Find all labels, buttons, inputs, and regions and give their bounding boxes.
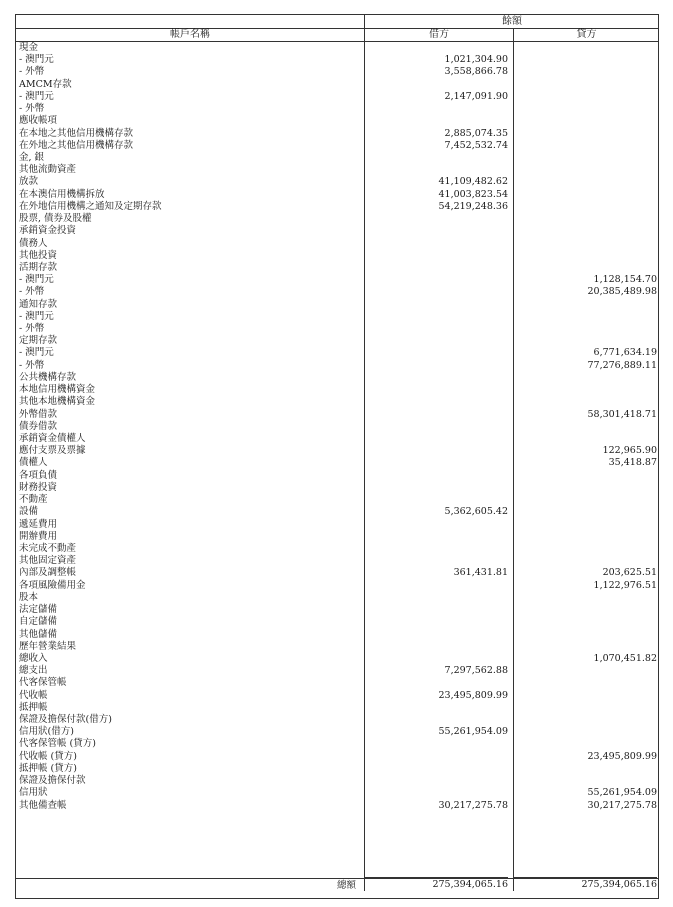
table-row	[16, 396, 658, 408]
account-name: 應收帳項	[19, 115, 58, 127]
credit-value: 35,418.87	[608, 457, 657, 469]
ledger-rows	[16, 42, 658, 812]
account-name: 現金	[19, 42, 39, 53]
debit-value: 7,452,532.74	[444, 139, 508, 151]
account-name: - 外幣	[19, 286, 45, 298]
account-name: 法定儲備	[19, 604, 58, 616]
table-row	[16, 738, 658, 750]
account-name: 定期存款	[19, 335, 58, 347]
account-name: 代收帳	[19, 689, 48, 701]
account-name: 各項負債	[19, 469, 58, 481]
account-name: AMCM存款	[19, 78, 72, 90]
debit-value: 55,261,954.09	[438, 726, 508, 738]
account-name: 承銷資金債權人	[19, 433, 86, 444]
table-row	[16, 164, 658, 176]
account-name: - 外幣	[19, 103, 45, 115]
account-name: 應付支票及票據	[19, 445, 86, 457]
debit-value: 3,558,866.78	[444, 66, 508, 78]
table-row	[16, 335, 658, 347]
table-row	[16, 262, 658, 274]
account-name: 外幣借款	[19, 408, 58, 420]
table-row	[16, 775, 658, 787]
account-name: 股本	[19, 591, 39, 603]
table-row	[16, 506, 658, 518]
account-name: 在本地之其他信用機構存款	[19, 127, 134, 139]
account-name: - 外幣	[19, 66, 45, 78]
account-name: 承銷資金投資	[19, 225, 77, 237]
table-row	[16, 629, 658, 641]
table-row	[16, 66, 658, 78]
table-row	[16, 238, 658, 250]
page-title-cropped	[250, 0, 430, 3]
table-row	[16, 470, 658, 482]
table-row	[16, 213, 658, 225]
table-row	[16, 702, 658, 714]
table-row	[16, 616, 658, 628]
account-name: 債權人	[19, 457, 48, 469]
table-row	[16, 128, 658, 140]
account-name: 未完成不動產	[19, 542, 77, 554]
table-row	[16, 360, 658, 372]
account-name: 各項風險備用金	[19, 579, 86, 591]
table-row	[16, 555, 658, 567]
table-row	[16, 347, 658, 359]
table-row	[16, 445, 658, 457]
account-name: - 澳門元	[19, 54, 54, 66]
debit-value: 1,021,304.90	[444, 54, 508, 66]
table-row	[16, 592, 658, 604]
balance-header: 餘額	[364, 15, 659, 28]
account-name: 其他備查帳	[19, 799, 67, 811]
debit-value: 7,297,562.88	[444, 665, 508, 677]
credit-value: 58,301,418.71	[587, 408, 657, 420]
table-row	[16, 665, 658, 677]
account-name: 抵押帳	[19, 701, 48, 713]
account-name: 活期存款	[19, 261, 58, 273]
account-name: 代收帳 (貸方)	[19, 750, 77, 762]
account-name: 信用狀(借方)	[19, 726, 74, 738]
table-row	[16, 763, 658, 775]
ledger-table	[15, 14, 659, 899]
table-row	[16, 286, 658, 298]
table-row	[16, 531, 658, 543]
table-row	[16, 567, 658, 579]
table-row	[16, 677, 658, 689]
account-name: 設備	[19, 506, 39, 518]
table-row	[16, 201, 658, 213]
header-row-1	[16, 15, 658, 29]
total-row	[16, 878, 658, 892]
table-row	[16, 311, 658, 323]
account-name: 金, 銀	[19, 151, 45, 163]
table-row	[16, 543, 658, 555]
account-name: - 澳門元	[19, 274, 54, 286]
table-row	[16, 274, 658, 286]
account-name: 保證及擔保付款(借方)	[19, 714, 112, 726]
total-debit: 275,394,065.16	[364, 877, 508, 891]
credit-value: 30,217,275.78	[587, 799, 657, 811]
table-row	[16, 250, 658, 262]
account-name: 開辦費用	[19, 530, 58, 542]
account-name: 債券借款	[19, 420, 58, 432]
table-row	[16, 372, 658, 384]
table-row	[16, 433, 658, 445]
credit-value: 55,261,954.09	[587, 787, 657, 799]
table-row	[16, 726, 658, 738]
debit-header: 借方	[364, 29, 513, 41]
account-name: 總支出	[19, 665, 48, 677]
table-row	[16, 714, 658, 726]
account-name: 其他投資	[19, 249, 58, 261]
header-row-2	[16, 29, 658, 42]
table-row	[16, 800, 658, 812]
debit-value: 361,431.81	[453, 567, 508, 579]
table-row	[16, 641, 658, 653]
account-name: 自定儲備	[19, 616, 58, 628]
account-name: 其他固定資產	[19, 555, 77, 567]
account-name: 債務人	[19, 237, 48, 249]
account-name: 代客保管帳	[19, 677, 67, 689]
account-name: 本地信用機構資金	[19, 384, 96, 396]
table-row	[16, 42, 658, 54]
account-name: 內部及調整帳	[19, 567, 77, 579]
account-name-header: 帳戶名稱	[170, 29, 210, 40]
table-row	[16, 140, 658, 152]
table-row	[16, 580, 658, 592]
credit-value: 203,625.51	[602, 567, 657, 579]
table-row	[16, 519, 658, 531]
account-name: 通知存款	[19, 298, 58, 310]
table-row	[16, 103, 658, 115]
account-name: 遞延費用	[19, 518, 58, 530]
account-name: - 外幣	[19, 359, 45, 371]
table-row	[16, 421, 658, 433]
account-name: 歷年營業結果	[19, 640, 77, 652]
table-row	[16, 225, 658, 237]
account-name: - 澳門元	[19, 347, 54, 359]
account-name: 信用狀	[19, 787, 48, 799]
table-row	[16, 604, 658, 616]
table-row	[16, 176, 658, 188]
account-name: 其他儲備	[19, 628, 58, 640]
credit-header: 貸方	[513, 29, 659, 41]
account-name: 在外地之其他信用機構存款	[19, 139, 134, 151]
account-name: - 澳門元	[19, 90, 54, 102]
credit-value: 122,965.90	[602, 445, 657, 457]
table-row	[16, 751, 658, 763]
credit-value: 1,070,451.82	[593, 652, 657, 664]
credit-value: 6,771,634.19	[593, 347, 657, 359]
account-name: 在本澳信用機構拆放	[19, 188, 105, 200]
total-credit: 275,394,065.16	[513, 877, 657, 891]
table-row	[16, 54, 658, 66]
account-name: 放款	[19, 176, 39, 188]
account-name: 其他本地機構資金	[19, 396, 96, 408]
table-row	[16, 457, 658, 469]
total-label: 總額	[336, 880, 356, 891]
credit-value: 20,385,489.98	[587, 286, 657, 298]
account-name: 財務投資	[19, 481, 58, 493]
table-row	[16, 152, 658, 164]
table-row	[16, 189, 658, 201]
table-row	[16, 79, 658, 91]
table-row	[16, 653, 658, 665]
table-row	[16, 494, 658, 506]
table-row	[16, 409, 658, 421]
table-row	[16, 787, 658, 799]
account-name: 總收入	[19, 652, 48, 664]
debit-value: 2,885,074.35	[444, 127, 508, 139]
account-name: 抵押帳 (貸方)	[19, 762, 77, 774]
debit-value: 54,219,248.36	[438, 200, 508, 212]
table-row	[16, 384, 658, 396]
debit-value: 41,109,482.62	[438, 176, 508, 188]
table-row	[16, 115, 658, 127]
credit-value: 77,276,889.11	[587, 359, 657, 371]
table-row	[16, 690, 658, 702]
account-name: - 澳門元	[19, 310, 54, 322]
table-row	[16, 91, 658, 103]
debit-value: 5,362,605.42	[444, 506, 508, 518]
credit-value: 1,122,976.51	[593, 579, 657, 591]
credit-value: 23,495,809.99	[587, 750, 657, 762]
account-name: 其他流動資產	[19, 164, 77, 176]
credit-value: 1,128,154.70	[593, 274, 657, 286]
account-name: 在外地信用機構之通知及定期存款	[19, 200, 162, 212]
account-name: 不動產	[19, 494, 48, 506]
debit-value: 30,217,275.78	[438, 799, 508, 811]
account-name: 股票, 債券及股權	[19, 213, 92, 225]
account-name: 代客保管帳 (貸方)	[19, 738, 96, 750]
debit-value: 23,495,809.99	[438, 689, 508, 701]
debit-value: 2,147,091.90	[444, 90, 508, 102]
account-name: - 外幣	[19, 323, 45, 335]
account-name: 公共機構存款	[19, 371, 77, 383]
account-name: 保證及擔保付款	[19, 775, 86, 787]
debit-value: 41,003,823.54	[438, 188, 508, 200]
table-row	[16, 299, 658, 311]
table-row	[16, 323, 658, 335]
table-row	[16, 482, 658, 494]
